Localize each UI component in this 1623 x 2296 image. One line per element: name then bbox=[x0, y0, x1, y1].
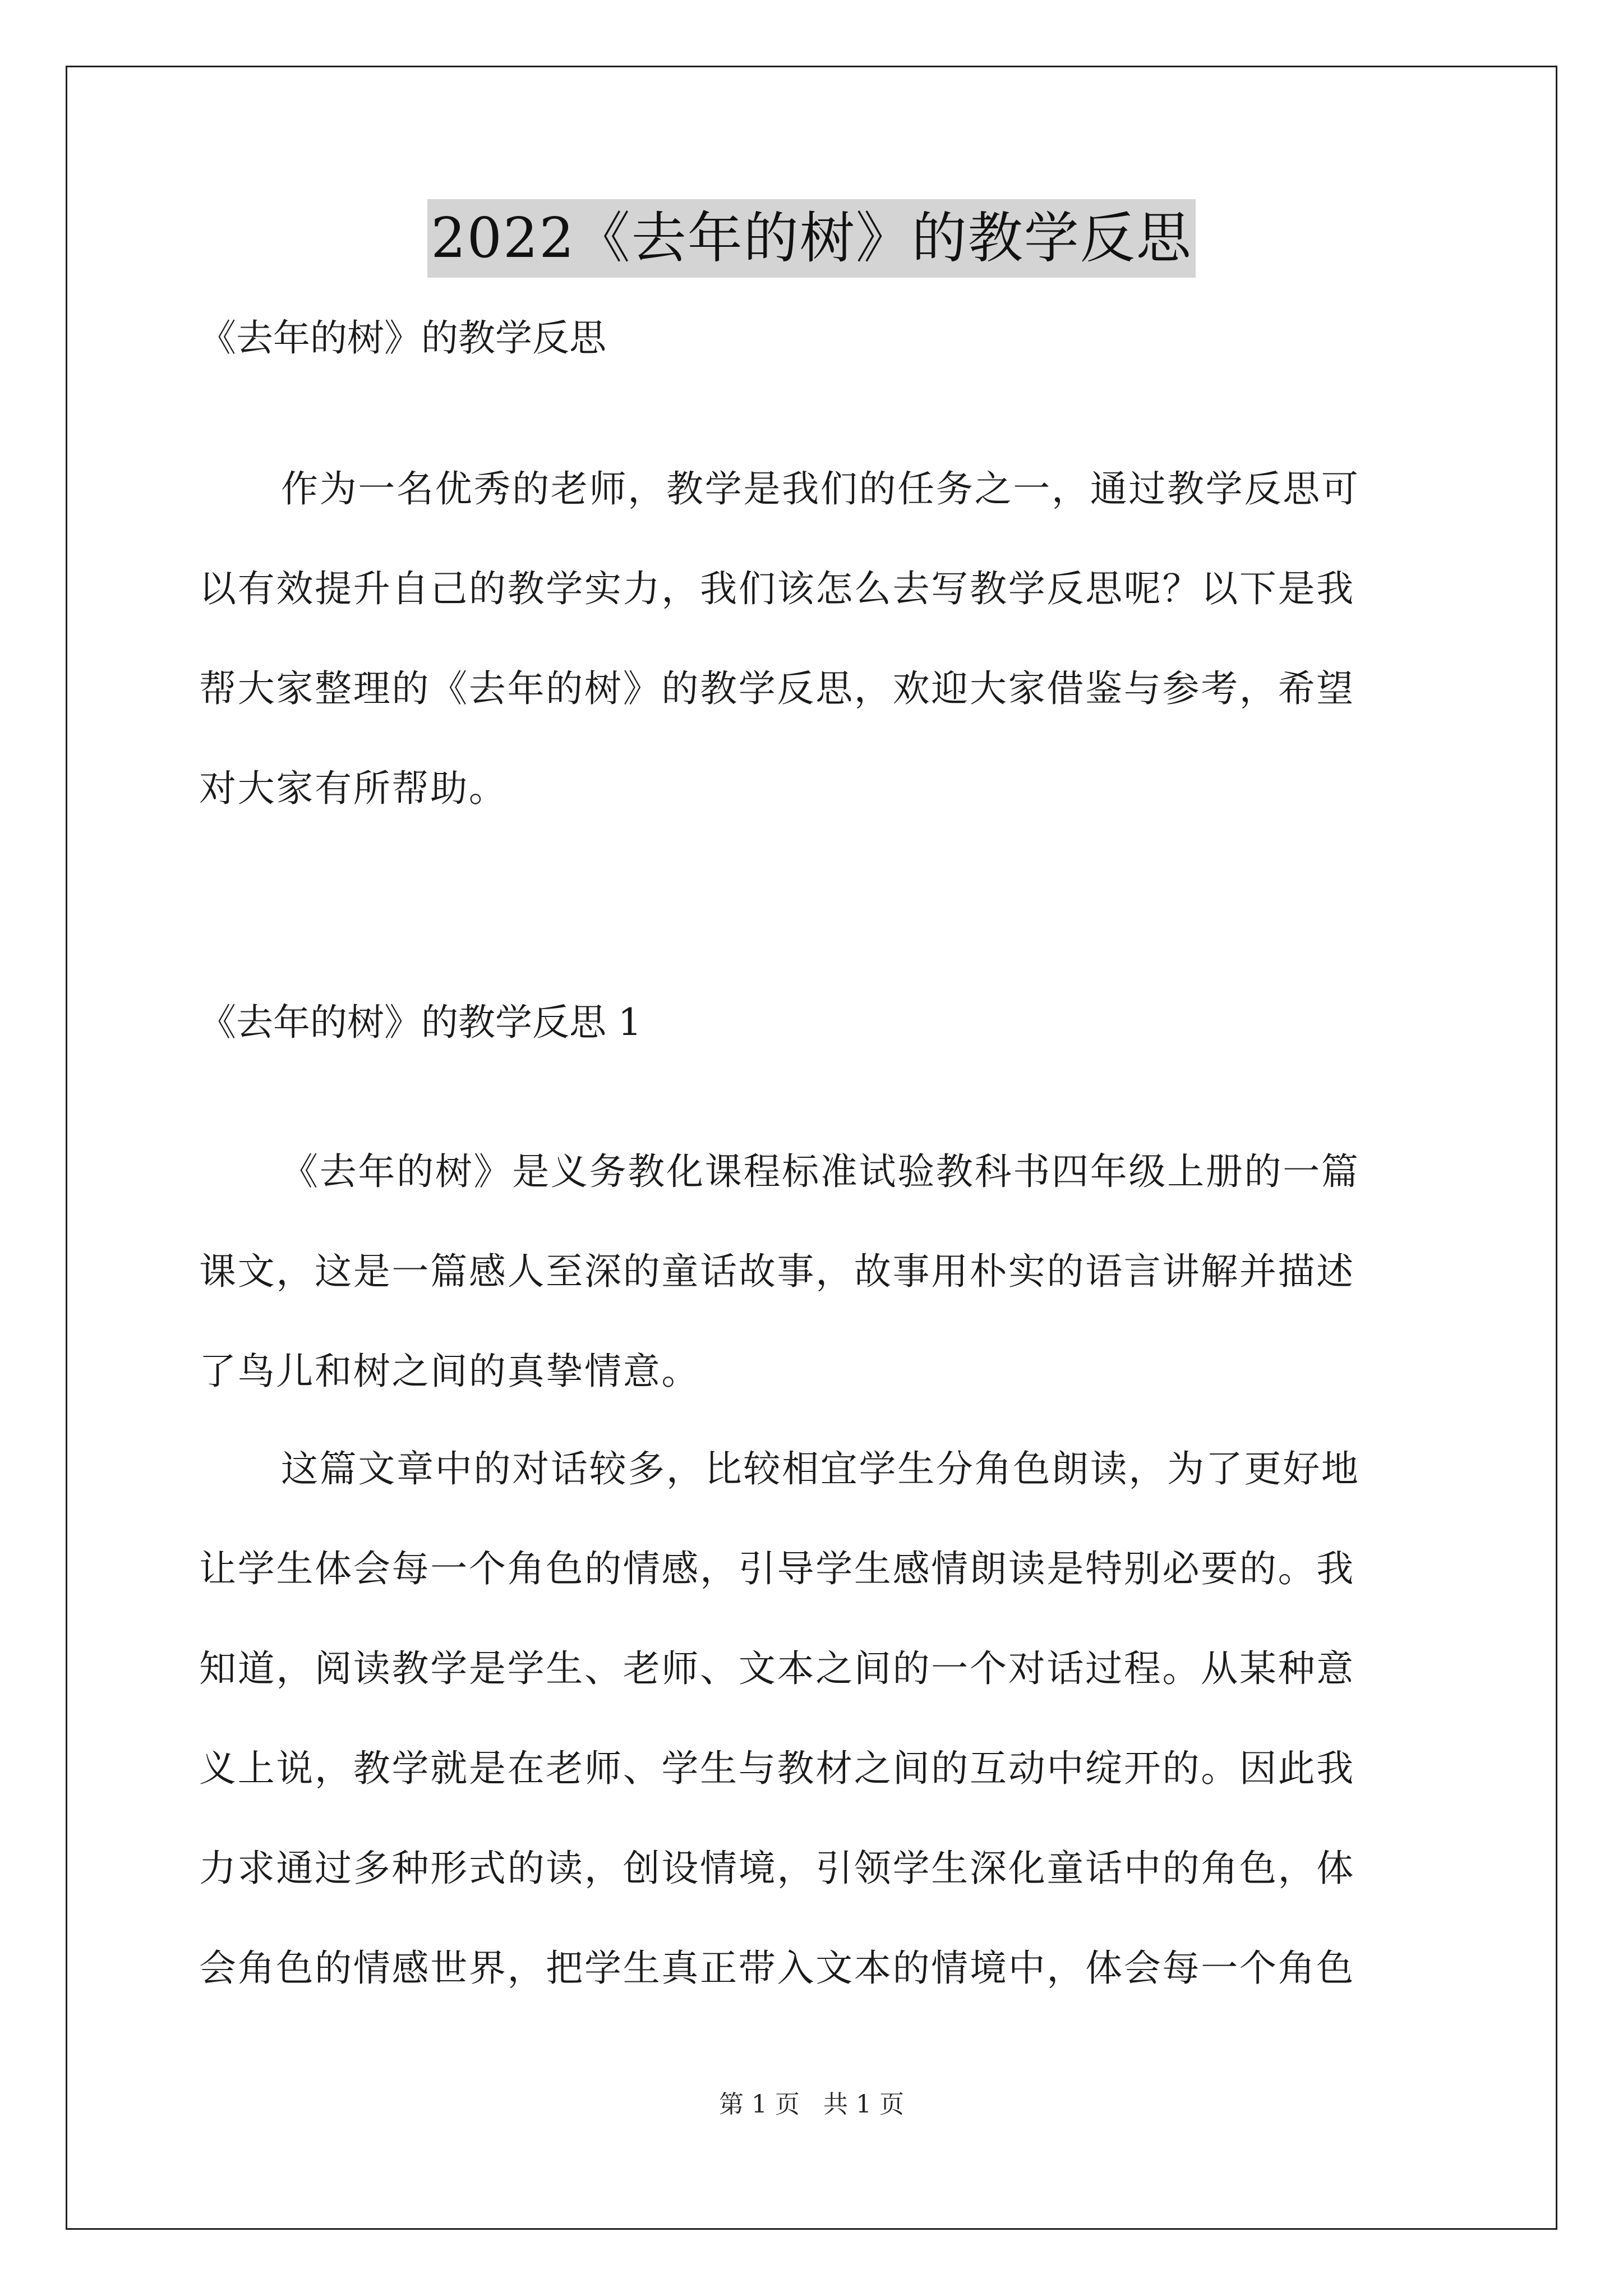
paragraph-line: 让学生体会每一个角色的情感，引导学生感情朗读是特别必要的。我 bbox=[199, 1547, 1355, 1590]
page-footer bbox=[0, 2088, 1623, 2122]
page-number: 第 1 页 bbox=[719, 2090, 800, 2119]
paragraph-line: 这篇文章中的对话较多，比较相宜学生分角色朗读，为了更好地 bbox=[281, 1447, 1360, 1490]
subtitle: 《去年的树》的教学反思 bbox=[199, 316, 606, 360]
paragraph-line: 帮大家整理的《去年的树》的教学反思，欢迎大家借鉴与参考，希望 bbox=[199, 667, 1355, 710]
paragraph-line: 知道，阅读教学是学生、老师、文本之间的一个对话过程。从某种意 bbox=[199, 1647, 1355, 1690]
section-heading: 《去年的树》的教学反思 1 bbox=[199, 1001, 642, 1044]
intro-paragraph bbox=[199, 439, 1427, 839]
paragraph-line: 作为一名优秀的老师，教学是我们的任务之一，通过教学反思可 bbox=[281, 467, 1360, 510]
page-total: 共 1 页 bbox=[823, 2090, 904, 2119]
title-container bbox=[0, 199, 1623, 278]
document-title: 2022《去年的树》的教学反思 bbox=[427, 199, 1195, 278]
paragraph-line: 会角色的情感世界，把学生真正带入文本的情境中，体会每一个角色 bbox=[199, 1947, 1355, 1990]
paragraph-1 bbox=[199, 1122, 1427, 1421]
paragraph-line: 《去年的树》是义务教化课程标准试验教科书四年级上册的一篇 bbox=[281, 1150, 1360, 1193]
paragraph-line: 力求通过多种形式的读，创设情境，引领学生深化童话中的角色，体 bbox=[199, 1847, 1355, 1890]
paragraph-line: 了鸟儿和树之间的真挚情意。 bbox=[199, 1350, 700, 1393]
paragraph-line: 义上说，教学就是在老师、学生与教材之间的互动中绽开的。因此我 bbox=[199, 1747, 1355, 1790]
paragraph-line: 以有效提升自己的教学实力，我们该怎么去写教学反思呢？以下是我 bbox=[199, 567, 1355, 610]
paragraph-2 bbox=[199, 1419, 1427, 2018]
paragraph-line: 对大家有所帮助。 bbox=[199, 767, 508, 810]
paragraph-line: 课文，这是一篇感人至深的童话故事，故事用朴实的语言讲解并描述 bbox=[199, 1250, 1355, 1293]
